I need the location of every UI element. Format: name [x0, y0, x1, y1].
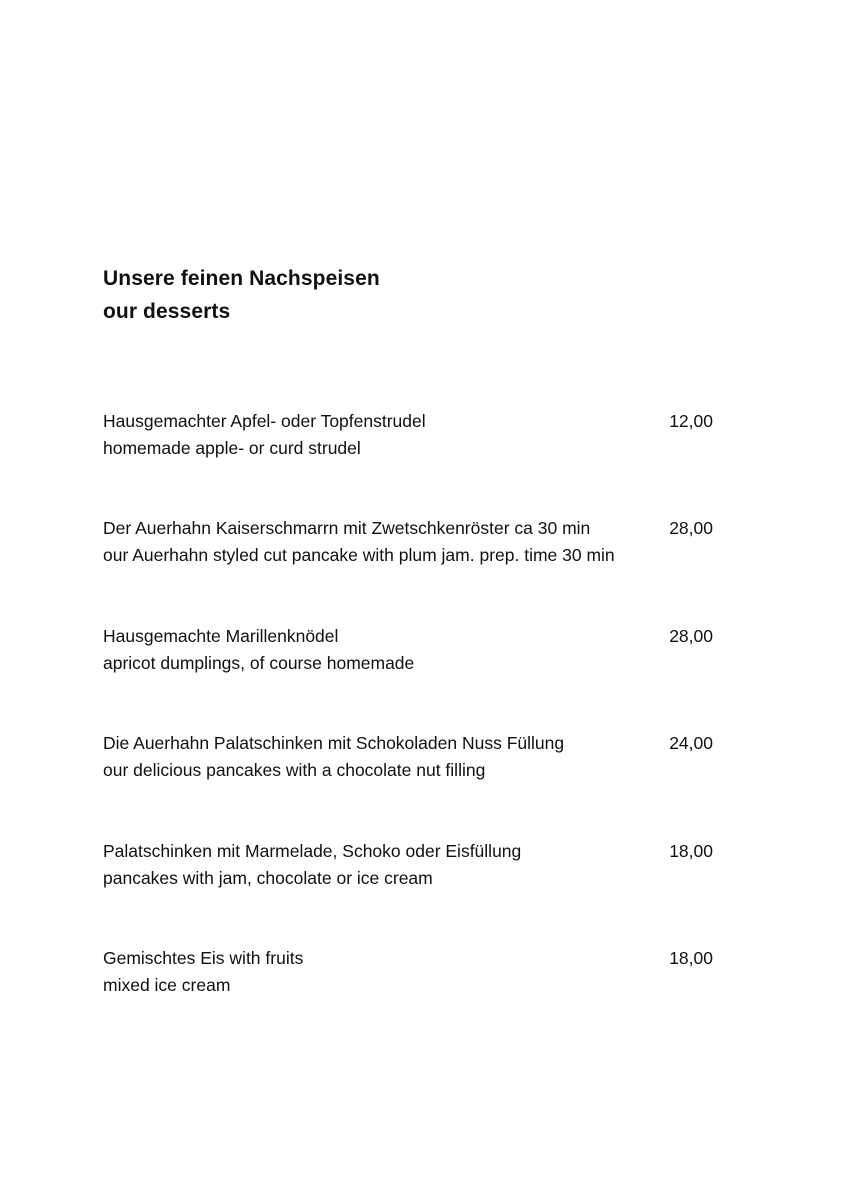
item-price: 28,00 — [669, 625, 713, 646]
item-name-german: Palatschinken mit Marmelade, Schoko oder Eisfüllung — [103, 840, 522, 861]
menu-item — [103, 623, 723, 730]
item-name-english: mixed ice cream — [103, 974, 231, 995]
menu-item — [103, 408, 723, 515]
item-name-english: pancakes with jam, chocolate or ice cream — [103, 867, 433, 888]
heading-english: our desserts — [103, 300, 231, 323]
item-name-german: Der Auerhahn Kaiserschmarrn mit Zwetschkenröster ca 30 min — [103, 518, 591, 539]
menu-heading — [103, 262, 380, 328]
menu-item — [103, 730, 723, 837]
item-name-german: Hausgemachte Marillenknödel — [103, 625, 339, 646]
menu-item — [103, 515, 723, 622]
dessert-list — [103, 408, 723, 1052]
item-price: 18,00 — [669, 947, 713, 968]
menu-item — [103, 838, 723, 945]
item-price: 24,00 — [669, 733, 713, 754]
item-name-german: Hausgemachter Apfel- oder Topfenstrudel — [103, 411, 426, 431]
item-name-german: Gemischtes Eis with fruits — [103, 947, 304, 968]
item-price: 12,00 — [669, 411, 713, 431]
item-price: 28,00 — [669, 518, 713, 539]
heading-german: Unsere feinen Nachspeisen — [103, 267, 380, 290]
menu-item — [103, 945, 723, 1052]
item-price: 18,00 — [669, 840, 713, 861]
item-name-english: homemade apple- or curd strudel — [103, 438, 361, 458]
item-name-english: apricot dumplings, of course homemade — [103, 652, 415, 673]
item-name-english: our delicious pancakes with a chocolate nut filling — [103, 760, 486, 781]
item-name-german: Die Auerhahn Palatschinken mit Schokoladen Nuss Füllung — [103, 733, 565, 754]
item-name-english: our Auerhahn styled cut pancake with plum jam. prep. time 30 min — [103, 545, 615, 566]
